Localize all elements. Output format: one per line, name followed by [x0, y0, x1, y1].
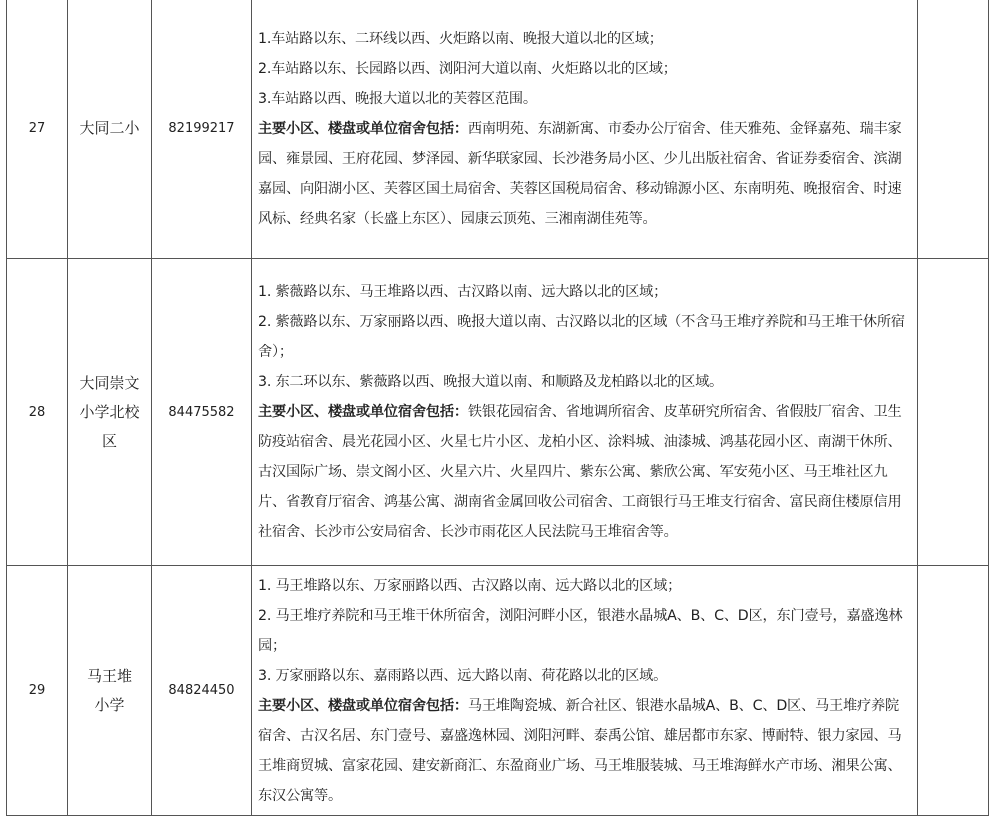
communities-lead: 主要小区、楼盘或单位宿舍包括：	[258, 697, 468, 714]
district-description	[252, 566, 918, 816]
school-name	[68, 259, 152, 566]
remarks-cell	[918, 0, 989, 259]
phone-number: 84824450	[152, 566, 252, 816]
row-number: 27	[7, 0, 68, 259]
table-row	[7, 259, 989, 566]
area-line: 3. 东二环以东、紫薇路以西、晚报大道以南、和顺路及龙柏路以北的区域。	[258, 374, 724, 390]
remarks-cell	[918, 566, 989, 816]
school-name-text: 大同崇文小学北校区	[79, 373, 140, 450]
school-district-table	[6, 0, 989, 816]
table-row	[7, 0, 989, 259]
district-description	[252, 259, 918, 566]
row-number: 29	[7, 566, 68, 816]
communities-paragraph	[258, 691, 911, 811]
remarks-cell	[918, 259, 989, 566]
communities-list: 铁银花园宿舍、省地调所宿舍、皮革研究所宿舍、省假肢厂宿舍、卫生防疫站宿舍、晨光花园小区、火星七片小区、龙柏小区、涂料城、油漆城、鸿基花园小区、南湖干休所、古汉国际广场、崇文阁小区、火星六片、火星四片、紫东公寓、紫欣公寓、军安苑小区、马王堆社区九片、省教育厅宿舍、鸿基公寓、湖南省金属回收公司宿舍、工商银行马王堆支行宿舍、富民商住楼原信用社宿舍、长沙市公安局宿舍、长沙市雨花区人民法院马王堆宿舍等。	[258, 404, 902, 540]
communities-list: 西南明苑、东湖新寓、市委办公厅宿舍、佳天雅苑、金铎嘉苑、瑞丰家园、雍景园、王府花园、梦泽园、新华联家园、长沙港务局小区、少儿出版社宿舍、省证券委宿舍、滨湖嘉园、向阳湖小区、芙蓉区国土局宿舍、芙蓉区国税局宿舍、移动锦源小区、东南明苑、晚报宿舍、时速风标、经典名家（长盛上东区）、园康云顶苑、三湘南湖佳苑等。	[258, 120, 902, 227]
district-description	[252, 0, 918, 259]
communities-list: 马王堆陶瓷城、新合社区、银港水晶城A、B、C、D区、马王堆疗养院宿舍、古汉名居、东门壹号、嘉盛逸林园、浏阳河畔、泰禹公馆、雄居都市东家、博耐特、银力家园、马王堆商贸城、富家花园、建安新商汇、东盈商业广场、马王堆服装城、马王堆海鲜水产市场、湘果公寓、东汉公寓等。	[258, 697, 902, 804]
area-line: 2. 紫薇路以东、万家丽路以西、晚报大道以南、古汉路以北的区域（不含马王堆疗养院和马王堆干休所宿舍）；	[258, 314, 905, 360]
phone-number: 82199217	[152, 0, 252, 259]
area-line: 2.车站路以东、长园路以西、浏阳河大道以南、火炬路以北的区域；	[258, 60, 677, 77]
area-line: 3.车站路以西、晚报大道以北的芙蓉区范围。	[258, 90, 537, 107]
phone-number: 84475582	[152, 259, 252, 566]
school-name-text: 大同二小	[79, 119, 140, 137]
area-line: 3. 万家丽路以东、嘉雨路以西、远大路以南、荷花路以北的区域。	[258, 667, 668, 684]
communities-lead: 主要小区、楼盘或单位宿舍包括：	[258, 120, 468, 137]
area-line: 1. 紫薇路以东、马王堆路以西、古汉路以南、远大路以北的区域；	[258, 284, 668, 300]
school-name	[68, 0, 152, 259]
area-line: 1. 马王堆路以东、万家丽路以西、古汉路以南、远大路以北的区域；	[258, 577, 682, 594]
school-name-text: 马王堆小学	[86, 666, 132, 714]
row-number: 28	[7, 259, 68, 566]
area-line: 1.车站路以东、二环线以西、火炬路以南、晚报大道以北的区域；	[258, 30, 663, 47]
communities-paragraph	[258, 397, 911, 547]
table-row	[7, 566, 989, 816]
area-line: 2. 马王堆疗养院和马王堆干休所宿舍，浏阳河畔小区，银港水晶城A、B、C、D区，东门壹号，嘉盛逸林园；	[258, 607, 903, 654]
communities-lead: 主要小区、楼盘或单位宿舍包括：	[258, 404, 468, 420]
communities-paragraph	[258, 114, 911, 234]
school-name	[68, 566, 152, 816]
